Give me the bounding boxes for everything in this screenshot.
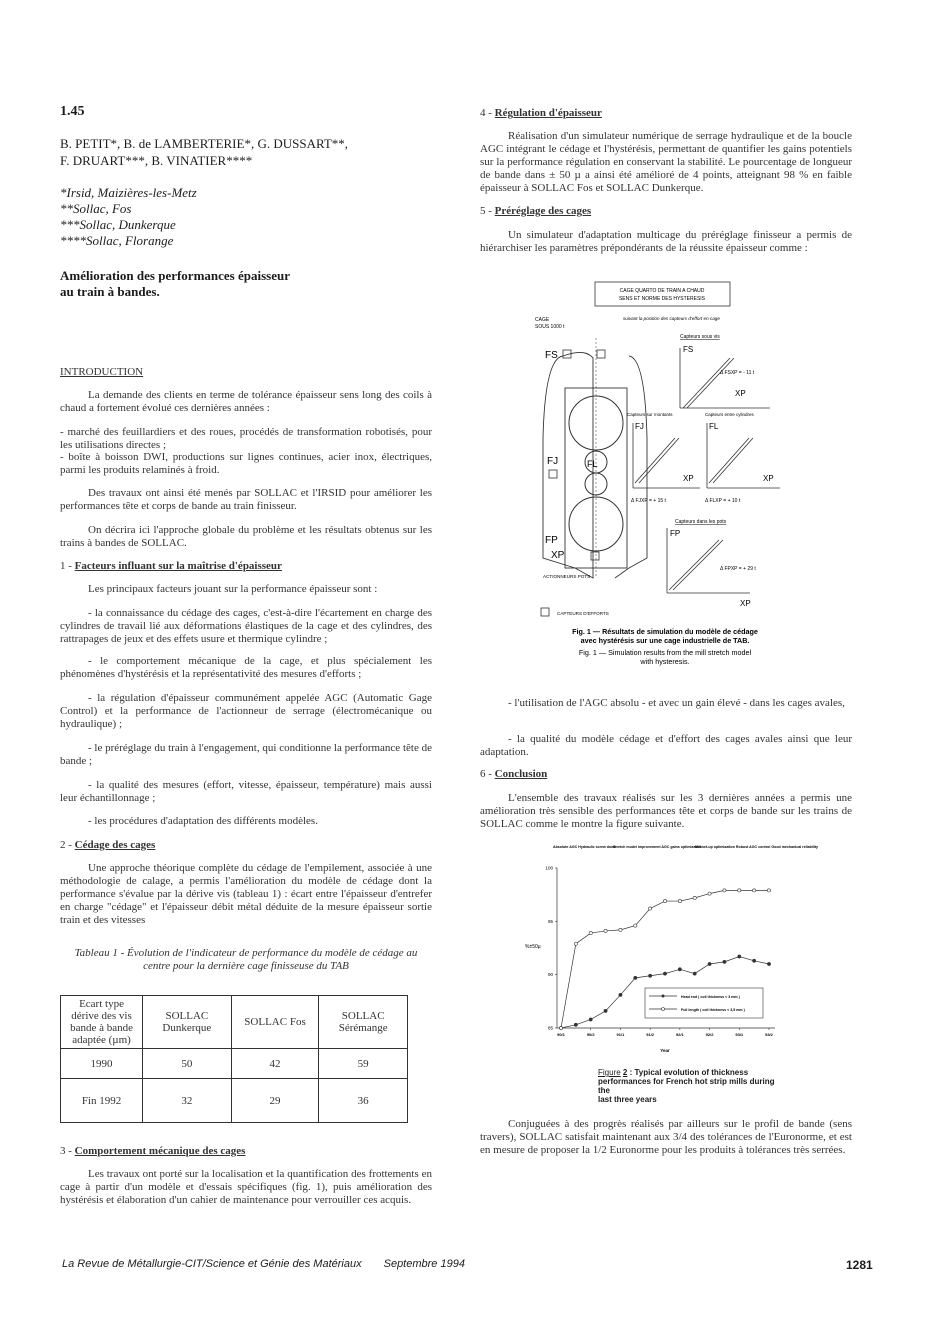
authors-line-1: B. PETIT*, B. de LAMBERTERIE*, G. DUSSART**,: [60, 136, 349, 151]
fig1-fl-label-right: FL: [709, 422, 719, 431]
fig2-legend-marker-2: [662, 1008, 665, 1011]
fig2-legend-2: Full length ( coil thickness < 3,5 mm ): [681, 1008, 745, 1012]
fig2-data-point: [589, 931, 592, 934]
fig2-annotation-3: Mill set-up optimization Robust AGC control Good mechanical reliability: [695, 845, 819, 849]
figure-2-caption: Figure 2 : Typical evolution of thickness performances for French hot strip mills during the last three years: [598, 1068, 775, 1104]
final-paragraph: Conjuguées à des progrès réalisés par ailleurs sur le profil de bande (sens travers), SOLLAC satisfait maintenant aux 3/4 des tolérances de l'Euronorme, et est en mesure de proposer la 1/2 Euronorme pour les produits à tolérances très serrées.: [480, 1118, 852, 1156]
fig1-hyst-fl-2: [713, 438, 753, 483]
table-header-row: [61, 996, 408, 1049]
fig1-delta-flxp: Δ FLXP = + 10 t: [705, 498, 741, 504]
section-3-heading: 3 - Comportement mécanique des cages: [60, 1145, 246, 1157]
section-1-item-3: - la régulation d'épaisseur communément appelée AGC (Automatic Gage Control) et la performance de l'actionneur de serrage (électromécanique ou hydraulique) ;: [60, 692, 432, 730]
fig1-caption-fr-2: avec hystérésis sur une cage industrielle de TAB.: [580, 636, 750, 645]
fig2-data-point: [619, 928, 622, 931]
fig2-data-point: [649, 974, 652, 977]
paper-number: 1.45: [60, 104, 85, 119]
fig2-legend-box: [645, 988, 763, 1018]
section-1-item-5: - la qualité des mesures (effort, vitesse, épaisseur, température) mais aussi leur échantillonnage ;: [60, 779, 432, 804]
fig1-cap-cylindres: Capteurs entre cylindres: [705, 412, 754, 417]
fig1-fj-label-right: FJ: [635, 422, 644, 431]
fig2-data-point: [767, 962, 770, 965]
fig2-y-tick-label: 90: [547, 972, 553, 978]
paper-title: [60, 268, 290, 300]
fig1-fp-label-left: FP: [545, 535, 558, 546]
table-cell: 36: [319, 1079, 408, 1123]
table-1: [60, 995, 408, 1123]
fig2-data-point: [559, 1026, 562, 1029]
fig2-data-point: [678, 968, 681, 971]
fig1-hyst-fs-2: [687, 358, 734, 408]
fig2-x-tick-label: 92/2: [705, 1032, 714, 1037]
fig2-data-point: [574, 942, 577, 945]
fig1-xp-label-left: XP: [551, 550, 565, 561]
fig1-hyst-fl: [709, 438, 749, 483]
fig2-data-point: [753, 889, 756, 892]
fig1-box-line-2: SENS ET NORME DES HYSTERESIS: [618, 296, 706, 302]
affiliation-florange: ****Sollac, Florange: [60, 233, 174, 248]
intro-paragraph-4: Des travaux ont ainsi été menés par SOLLAC et l'IRSID pour améliorer les performances tête et corps de bande au train finisseur.: [60, 487, 432, 512]
section-4-paragraph: Réalisation d'un simulateur numérique de serrage hydraulique et de la boucle AGC intégrant le cédage et l'hystérésis, permettant de quantifier les gains potentiels sur la performance régulation en conservant la stabilité. Le pourcentage de longueur de bande dans ± 50 µ a ainsi été amélioré de 4 points, atteignant 98 % en faible épaisseur à SOLLAC Fos et SOLLAC Dunkerque.: [480, 130, 852, 194]
section-5-heading: 5 - Préréglage des cages: [480, 205, 592, 217]
section-1-item-4: - le préréglage du train à l'engagement, qui conditionne la performance tête de bande ;: [60, 742, 432, 767]
intro-heading: INTRODUCTION: [60, 366, 144, 378]
fig2-x-tick-label: 92/1: [675, 1032, 684, 1037]
fig2-y-tick-label: 85: [547, 1025, 553, 1031]
table-header-cell: SOLLAC Dunkerque: [143, 996, 232, 1049]
fig2-data-point: [589, 1018, 592, 1021]
table-header-cell: SOLLAC Fos: [231, 996, 319, 1049]
fig1-cap-sous-vis: Capteurs sous vis: [680, 334, 720, 340]
fig1-delta-fsxp: Δ FSXP = - 11 t: [720, 370, 755, 376]
fig2-data-point: [678, 899, 681, 902]
section-6-heading: 6 - Conclusion: [480, 768, 548, 780]
fig1-delta-fpxp: Δ FPXP = + 29 t: [720, 566, 756, 572]
fig1-hyst-fs: [683, 358, 730, 408]
footer-journal: La Revue de Métallurgie-CIT/Science et Génie des Matériaux Septembre 1994: [62, 1258, 465, 1270]
section-5-item-2: - la qualité du modèle cédage et d'effort des cages avales ainsi que leur adaptation.: [480, 733, 852, 758]
section-1-item-2: - le comportement mécanique de la cage, et plus spécialement les phénomènes d'hystérésis et la représentativité des mesures d'efforts ;: [60, 655, 432, 680]
fig1-caption-en-1: Fig. 1 — Simulation results from the mill stretch model: [578, 648, 752, 657]
fig2-legend-marker-1: [662, 995, 665, 998]
fig2-data-point: [574, 1023, 577, 1026]
fig1-sensor-legend-icon: [541, 608, 549, 616]
fig1-cap-pots: Capteurs dans les pots: [675, 519, 727, 525]
fig2-data-point: [663, 899, 666, 902]
intro-paragraph-1: La demande des clients en terme de tolérance épaisseur sens long des coils à chaud a fortement évolué ces dernières années :: [60, 389, 432, 414]
fig2-data-point: [693, 972, 696, 975]
affiliations: [60, 185, 197, 249]
authors: [60, 135, 348, 169]
fig2-data-point: [753, 959, 756, 962]
fig2-x-tick-label: 93/2: [765, 1032, 773, 1037]
fig1-actionneurs-label: ACTIONNEURS POTS: [543, 574, 591, 579]
fig1-xp-label-1: XP: [735, 389, 746, 398]
fig2-y-tick-label: 95: [547, 918, 553, 924]
table-cell: 1990: [61, 1049, 143, 1079]
fig1-stand-outline-right: [615, 356, 647, 578]
fig1-title-box: [595, 282, 730, 306]
fig1-fs-label: FS: [545, 350, 558, 361]
section-1-item-6: - les procédures d'adaptation des différents modèles.: [88, 815, 318, 827]
fig2-annotation-1: Absolute AGC Hydraulic screw down: [553, 845, 617, 849]
figure-1: [535, 278, 795, 690]
table-cell: 50: [143, 1049, 232, 1079]
fig1-fs-label-right: FS: [683, 345, 694, 354]
fig1-fl-label-left: FL: [587, 459, 598, 469]
fig2-xlabel: Year: [660, 1048, 670, 1053]
fig1-box-line-1: CAGE QUARTO DE TRAIN A CHAUD: [619, 288, 705, 294]
section-2-paragraph: Une approche théorique complète du cédage de l'empilement, associée à une méthodologie de calage, a permis l'amélioration du modèle de cédage dont la performance s'évalue par la dérive vis (tableau 1) : écart entre l'épaisseur d'entrefer en charge "cédage" et l'épaisseur débit métal déduite de la mesure épaisseur sortie train et des vitesses: [60, 862, 432, 926]
table-cell: 42: [231, 1049, 319, 1079]
fig1-caption-en-2: with hysteresis.: [640, 657, 690, 666]
authors-line-2: F. DRUART***, B. VINATIER****: [60, 153, 253, 168]
intro-paragraph-2: - marché des feuillardiers et des roues, procédés de transformation robotisés, pour les utilisations directes ;: [60, 426, 432, 451]
affiliation-irsid: *Irsid, Maizières-les-Metz: [60, 185, 197, 200]
fig1-capteurs-efforts: CAPTEURS D'EFFORTS: [557, 611, 609, 616]
fig1-fp-label-right: FP: [670, 529, 681, 538]
fig2-data-point: [738, 889, 741, 892]
fig2-y-tick-label: 100: [545, 865, 553, 871]
fig1-xp-label-2: XP: [683, 474, 694, 483]
section-1-item-1: - la connaissance du cédage des cages, c'est-à-dire l'écartement en charge des cylindres de travail lié aux déformations élastiques de la cage et des cylindres, des rattrapages de jeux et des effets usure et thermique cylindre ;: [60, 607, 432, 645]
fig2-x-tick-label: 93/1: [735, 1032, 744, 1037]
fig2-x-tick-label: 91/2: [646, 1032, 655, 1037]
fig2-data-point: [649, 907, 652, 910]
intro-paragraph-5: On décrira ici l'approche globale du problème et les résultats obtenus sur les trains à bandes de SOLLAC.: [60, 524, 432, 549]
table-cell: Fin 1992: [61, 1079, 143, 1123]
fig1-sensor-fs-2: [597, 350, 605, 358]
fig1-sous-label: SOUS 1000 t: [535, 324, 565, 330]
fig2-data-point: [693, 896, 696, 899]
fig2-x-tick-label: 90/1: [557, 1032, 565, 1037]
section-3-paragraph: Les travaux ont porté sur la localisation et la quantification des frottements en cage à partir d'un modèle et d'essais spécifiques (fig. 1), puis amélioration des hystérésis et élaboration d'un cahier de maintenance pour verrouiller ces acquis.: [60, 1168, 432, 1206]
fig2-legend-1: Head end ( coil thickness < 3 mm ): [681, 995, 740, 999]
page-number: 1281: [846, 1258, 873, 1272]
fig1-caption-fr-1: Fig. 1 — Résultats de simulation du modèle de cédage: [572, 627, 758, 636]
fig2-data-point: [738, 955, 741, 958]
table-row: [61, 1079, 408, 1123]
fig1-hyst-fj-2: [639, 438, 679, 483]
section-2-heading: 2 - Cédage des cages: [60, 839, 156, 851]
table-cell: 29: [231, 1079, 319, 1123]
section-1-heading: 1 - Facteurs influant sur la maîtrise d'épaisseur: [60, 560, 282, 572]
fig2-x-tick-label: 90/2: [586, 1032, 595, 1037]
title-line-1: Amélioration des performances épaisseur: [60, 268, 290, 283]
fig2-data-point: [619, 993, 622, 996]
figure-2-chart: [525, 838, 819, 1058]
fig1-fj-label-left: FJ: [547, 456, 559, 467]
table-cell: 32: [143, 1079, 232, 1123]
fig1-xp-label-4: XP: [740, 599, 751, 608]
fig2-data-point: [723, 889, 726, 892]
table-row: [61, 1049, 408, 1079]
table-header-cell: Ecart type dérive des vis bande à bande adaptée (µm): [61, 996, 143, 1049]
table-1-caption: Tableau 1 - Évolution de l'indicateur de performance du modèle de cédage au centre pour la dernière cage finisseuse du TAB: [74, 947, 418, 972]
title-line-2: au train à bandes.: [60, 284, 160, 299]
fig2-data-point: [604, 1009, 607, 1012]
fig2-data-point: [767, 889, 770, 892]
fig2-data-point: [604, 929, 607, 932]
fig1-hyst-fp: [669, 540, 719, 590]
table-cell: 59: [319, 1049, 408, 1079]
fig2-data-point: [708, 962, 711, 965]
fig2-ylabel: %±50µ: [525, 944, 541, 950]
section-4-heading: 4 - Régulation d'épaisseur: [480, 107, 602, 119]
fig1-sensor-xp: [591, 552, 599, 560]
fig2-x-tick-label: 91/1: [616, 1032, 625, 1037]
fig2-data-point: [663, 972, 666, 975]
section-6-paragraph: L'ensemble des travaux réalisés sur les 3 dernières années a permis une amélioration très sensible des performances tête et corps de bande sur les trains de SOLLAC comme le montre la figure suivante.: [480, 792, 852, 830]
fig2-data-point: [634, 924, 637, 927]
fig2-data-point: [634, 976, 637, 979]
fig1-delta-fjxp: Δ FJXP = + 15 t: [631, 498, 666, 504]
section-1-intro: Les principaux facteurs jouant sur la performance épaisseur sont :: [88, 583, 378, 595]
fig2-data-point: [708, 892, 711, 895]
section-5-paragraph: Un simulateur d'adaptation multicage du préréglage finisseur a permis de hiérarchiser les paramètres prépondérants de la réussite épaisseur comme :: [480, 229, 852, 254]
intro-paragraph-3: - boîte à boisson DWI, productions sur lignes continues, acier inox, électriques, parmi les produits relaminés à froid.: [60, 451, 432, 476]
affiliation-fos: **Sollac, Fos: [60, 201, 132, 216]
fig2-data-point: [723, 960, 726, 963]
fig1-hyst-fp-2: [673, 540, 723, 590]
fig1-cage-label: CAGE: [535, 317, 550, 323]
fig1-hyst-fj: [635, 438, 675, 483]
fig2-annotation-2: Stretch model improvement AGC gains optimization: [613, 845, 702, 849]
affiliation-dunkerque: ***Sollac, Dunkerque: [60, 217, 176, 232]
fig1-xp-label-3: XP: [763, 474, 774, 483]
fig1-suivant-label: suivant la position des capteurs d'effort en cage: [623, 316, 720, 321]
fig1-cap-montants: Capteurs sur montants: [627, 412, 673, 417]
fig1-sensor-fj: [549, 470, 557, 478]
section-5-item-1: - l'utilisation de l'AGC absolu - et avec un gain élevé - dans les cages avales,: [508, 697, 845, 709]
table-header-cell: SOLLAC Sérémange: [319, 996, 408, 1049]
